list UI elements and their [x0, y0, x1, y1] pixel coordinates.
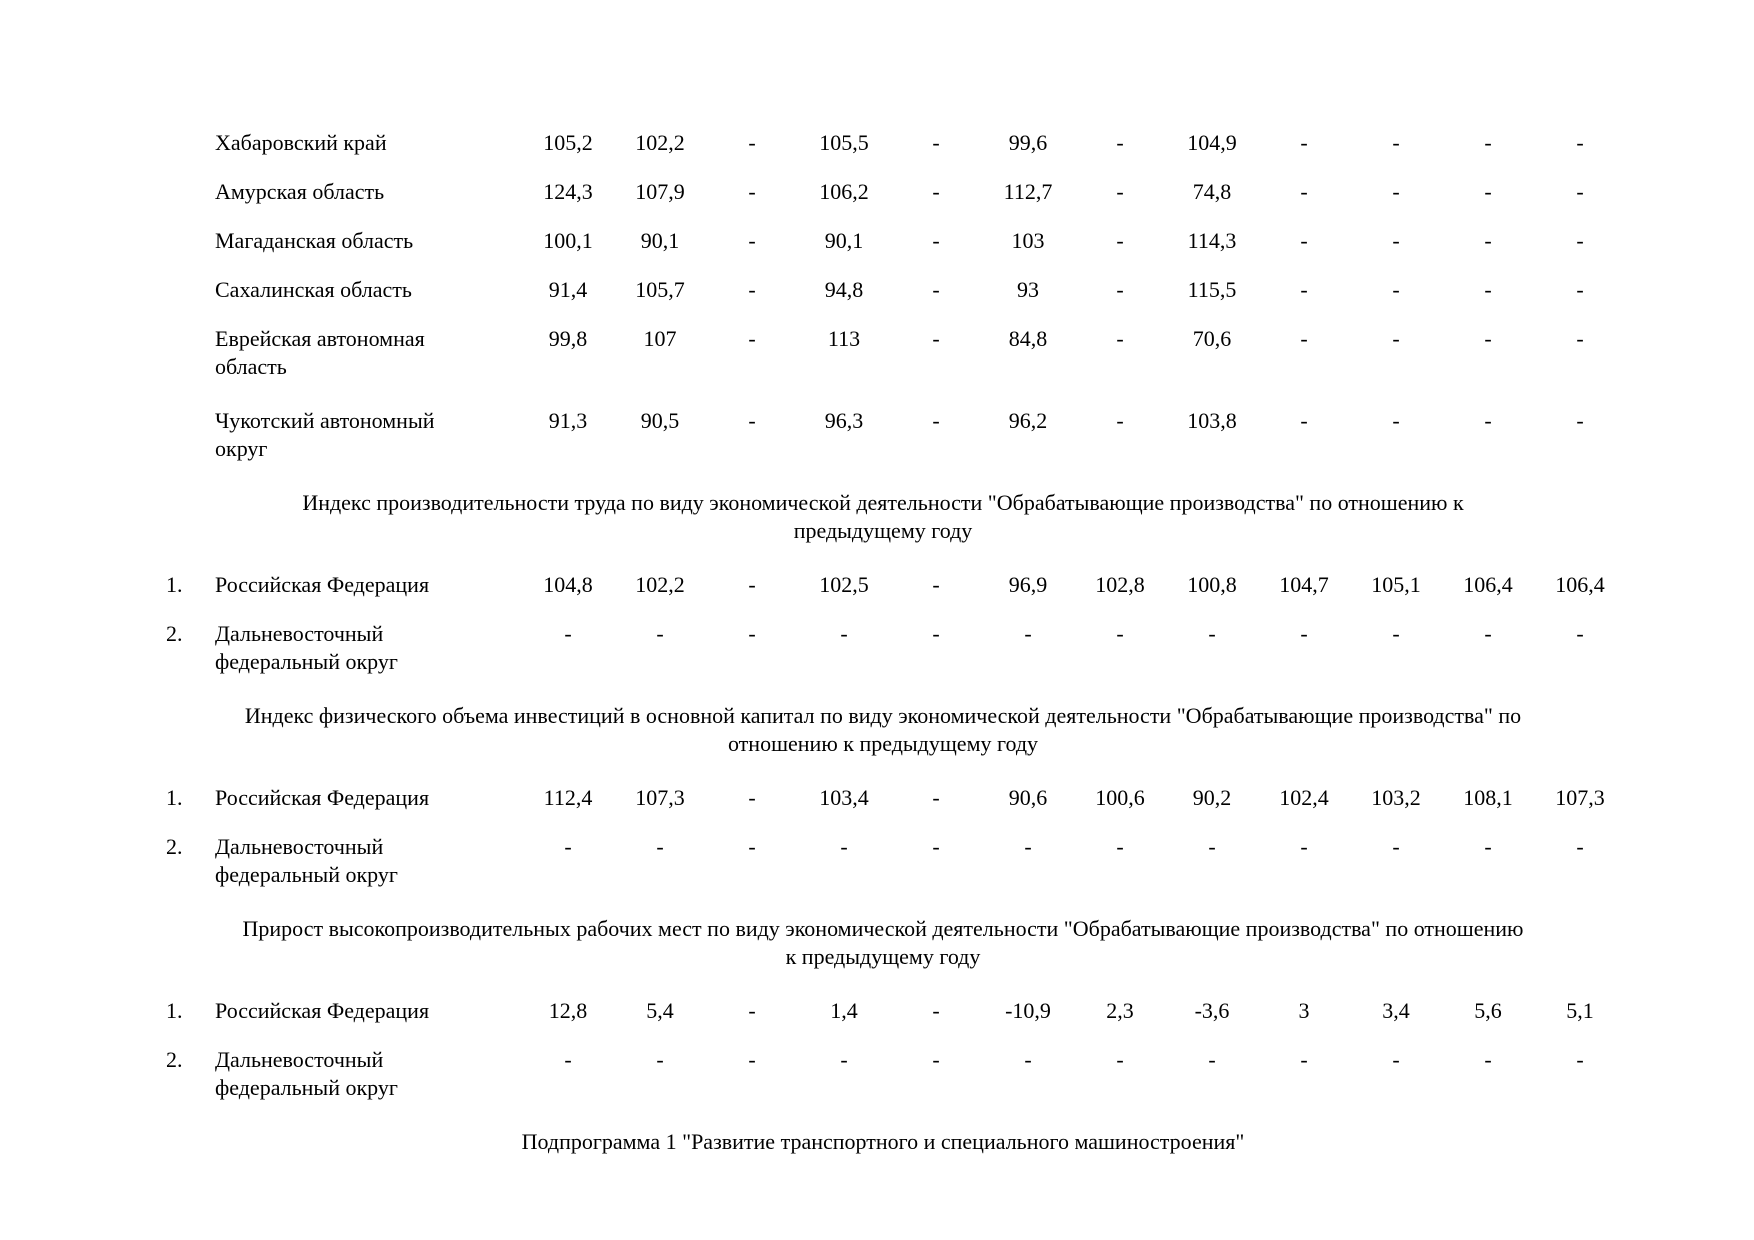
value-cell: -: [1392, 179, 1400, 204]
value-cell: -: [932, 834, 940, 859]
value-cell: -: [1116, 179, 1124, 204]
value-cell: -: [656, 834, 664, 859]
value-cell: -: [748, 998, 756, 1023]
value-cell: -: [1484, 326, 1492, 351]
row-name: Дальневосточный федеральный округ: [215, 621, 398, 674]
value-cell: -: [748, 572, 756, 597]
row-number: 1.: [166, 998, 183, 1023]
value-cell: -: [1300, 130, 1308, 155]
value-cell: -: [1300, 621, 1308, 646]
row-name: Амурская область: [215, 179, 385, 204]
value-cell: -: [1484, 130, 1492, 155]
value-cell: 5,6: [1474, 998, 1502, 1023]
value-cell: -: [932, 1047, 940, 1072]
value-cell: -: [1576, 408, 1584, 433]
value-cell: 96,3: [824, 408, 864, 433]
table-continuation: [140, 129, 1626, 1182]
value-cell: 100,6: [1095, 785, 1145, 810]
value-cell: -: [932, 277, 940, 302]
value-cell: 107,3: [1555, 785, 1605, 810]
row-number: [140, 129, 215, 157]
row-name: Хабаровский край: [215, 130, 387, 155]
heading-line: Индекс физического объема инвестиций в основной капитал по виду экономической деятельности "Обрабатывающие производства" по: [244, 703, 1522, 728]
row-name: Дальневосточный федеральный округ: [215, 1047, 398, 1100]
section-heading: [140, 489, 1626, 545]
value-cell: -: [1484, 621, 1492, 646]
value-cell: 90,5: [640, 408, 680, 433]
value-cell: -: [1484, 1047, 1492, 1072]
table-row: [140, 325, 1626, 381]
row-name: Еврейская автономная область: [215, 326, 425, 379]
value-cell: -: [1024, 1047, 1032, 1072]
value-cell: 90,2: [1192, 785, 1232, 810]
value-cell: -: [1116, 326, 1124, 351]
value-cell: -: [1116, 228, 1124, 253]
value-cell: 115,5: [1187, 277, 1237, 302]
value-cell: -: [1576, 1047, 1584, 1072]
value-cell: 100,8: [1187, 572, 1237, 597]
value-cell: -: [1576, 130, 1584, 155]
value-cell: 93: [1017, 277, 1039, 302]
value-cell: -: [932, 621, 940, 646]
row-number: 2.: [166, 834, 183, 859]
value-cell: -: [1576, 834, 1584, 859]
value-cell: -: [1484, 834, 1492, 859]
value-cell: -: [1392, 130, 1400, 155]
value-cell: 105,1: [1371, 572, 1421, 597]
value-cell: -10,9: [1005, 998, 1051, 1023]
row-name: Российская Федерация: [215, 572, 430, 597]
section-heading: [140, 915, 1626, 971]
value-cell: -: [1576, 326, 1584, 351]
value-cell: -: [1392, 326, 1400, 351]
heading-line: к предыдущему году: [785, 944, 981, 969]
table-row: [140, 407, 1626, 463]
value-cell: -: [1484, 179, 1492, 204]
value-cell: 102,2: [635, 130, 685, 155]
table-row: [140, 833, 1626, 889]
value-cell: -: [1116, 834, 1124, 859]
value-cell: -: [1300, 834, 1308, 859]
value-cell: -: [840, 1047, 848, 1072]
value-cell: -: [1300, 228, 1308, 253]
value-cell: 105,5: [819, 130, 869, 155]
subprogram-title: [140, 1128, 1626, 1156]
value-cell: 104,7: [1279, 572, 1329, 597]
value-cell: 2,3: [1106, 998, 1134, 1023]
value-cell: -: [1116, 277, 1124, 302]
section-heading: [140, 702, 1626, 758]
row-name: Дальневосточный федеральный округ: [215, 834, 398, 887]
value-cell: 102,4: [1279, 785, 1329, 810]
value-cell: -: [1116, 1047, 1124, 1072]
value-cell: -: [1116, 621, 1124, 646]
value-cell: 90,1: [640, 228, 680, 253]
value-cell: -: [932, 326, 940, 351]
value-cell: 1,4: [830, 998, 858, 1023]
value-cell: -: [1484, 228, 1492, 253]
value-cell: -: [748, 408, 756, 433]
table-row: [140, 276, 1626, 304]
value-cell: 96,2: [1008, 408, 1048, 433]
value-cell: -: [748, 277, 756, 302]
value-cell: -: [656, 1047, 664, 1072]
value-cell: -: [1300, 326, 1308, 351]
value-cell: -: [1208, 1047, 1216, 1072]
value-cell: 100,1: [543, 228, 593, 253]
row-number: [140, 325, 215, 381]
value-cell: 12,8: [548, 998, 588, 1023]
value-cell: -: [932, 228, 940, 253]
value-cell: -: [1300, 179, 1308, 204]
value-cell: -: [564, 834, 572, 859]
value-cell: 102,2: [635, 572, 685, 597]
value-cell: 3: [1298, 998, 1310, 1023]
value-cell: 107,9: [635, 179, 685, 204]
table-row: [140, 178, 1626, 206]
value-cell: 5,4: [646, 998, 674, 1023]
value-cell: 104,9: [1187, 130, 1237, 155]
value-cell: -: [1300, 277, 1308, 302]
value-cell: 113: [827, 326, 861, 351]
value-cell: -: [1208, 834, 1216, 859]
value-cell: 106,4: [1555, 572, 1605, 597]
value-cell: 103: [1011, 228, 1045, 253]
heading-line: Прирост высокопроизводительных рабочих мест по виду экономической деятельности "Обрабатывающие производства" по отношению: [242, 916, 1524, 941]
row-number: 1.: [166, 785, 183, 810]
row-name: Сахалинская область: [215, 277, 412, 302]
value-cell: -: [564, 1047, 572, 1072]
value-cell: 105,7: [635, 277, 685, 302]
value-cell: -: [932, 785, 940, 810]
value-cell: 5,1: [1566, 998, 1594, 1023]
value-cell: -: [748, 326, 756, 351]
value-cell: -: [1392, 277, 1400, 302]
heading-line: Подпрограмма 1 "Развитие транспортного и специального машиностроения": [521, 1129, 1245, 1154]
value-cell: -: [1392, 834, 1400, 859]
value-cell: 102,8: [1095, 572, 1145, 597]
value-cell: 90,6: [1008, 785, 1048, 810]
value-cell: -: [1392, 228, 1400, 253]
row-number: [140, 276, 215, 304]
row-name: Чукотский автономный округ: [215, 408, 435, 461]
row-number: 2.: [166, 621, 183, 646]
value-cell: -: [932, 572, 940, 597]
value-cell: 103,8: [1187, 408, 1237, 433]
value-cell: -: [1300, 1047, 1308, 1072]
heading-line: предыдущему году: [793, 518, 973, 543]
value-cell: -: [840, 834, 848, 859]
value-cell: 96,9: [1008, 572, 1048, 597]
value-cell: 99,8: [548, 326, 588, 351]
value-cell: -: [932, 998, 940, 1023]
value-cell: 104,8: [543, 572, 593, 597]
value-cell: 103,2: [1371, 785, 1421, 810]
table-row: [140, 227, 1626, 255]
value-cell: 105,2: [543, 130, 593, 155]
value-cell: -: [748, 834, 756, 859]
row-number: 2.: [166, 1047, 183, 1072]
value-cell: -: [1576, 228, 1584, 253]
value-cell: -: [1392, 621, 1400, 646]
value-cell: -: [1576, 277, 1584, 302]
table-row: [140, 997, 1626, 1025]
value-cell: -: [1208, 621, 1216, 646]
value-cell: 112,7: [1003, 179, 1053, 204]
value-cell: -: [1300, 408, 1308, 433]
value-cell: 106,2: [819, 179, 869, 204]
value-cell: -: [1484, 408, 1492, 433]
heading-line: Индекс производительности труда по виду экономической деятельности "Обрабатывающие производства" по отношению к: [302, 490, 1464, 515]
value-cell: 107: [643, 326, 677, 351]
value-cell: 99,6: [1008, 130, 1048, 155]
value-cell: 107,3: [635, 785, 685, 810]
value-cell: 106,4: [1463, 572, 1513, 597]
value-cell: 74,8: [1192, 179, 1232, 204]
value-cell: 84,8: [1008, 326, 1048, 351]
value-cell: 112,4: [543, 785, 593, 810]
row-name: Российская Федерация: [215, 998, 430, 1023]
value-cell: 114,3: [1187, 228, 1237, 253]
table-row: [140, 129, 1626, 157]
table-row: [140, 1046, 1626, 1102]
value-cell: -: [748, 785, 756, 810]
value-cell: -: [1116, 408, 1124, 433]
value-cell: 91,3: [548, 408, 588, 433]
row-number: [140, 227, 215, 255]
row-number: [140, 178, 215, 206]
value-cell: -: [1116, 130, 1124, 155]
value-cell: -: [1024, 834, 1032, 859]
value-cell: -3,6: [1194, 998, 1230, 1023]
table-row: [140, 571, 1626, 599]
value-cell: -: [748, 1047, 756, 1072]
table-row: [140, 620, 1626, 676]
table-row: [140, 784, 1626, 812]
row-number: [140, 407, 215, 463]
row-name: Российская Федерация: [215, 785, 430, 810]
value-cell: 3,4: [1382, 998, 1410, 1023]
value-cell: 90,1: [824, 228, 864, 253]
value-cell: 103,4: [819, 785, 869, 810]
value-cell: -: [748, 621, 756, 646]
value-cell: -: [1484, 277, 1492, 302]
value-cell: -: [748, 228, 756, 253]
value-cell: 102,5: [819, 572, 869, 597]
value-cell: 94,8: [824, 277, 864, 302]
value-cell: -: [932, 408, 940, 433]
value-cell: -: [1576, 621, 1584, 646]
heading-line: отношению к предыдущему году: [727, 731, 1039, 756]
value-cell: -: [564, 621, 572, 646]
value-cell: 91,4: [548, 277, 588, 302]
value-cell: -: [1576, 179, 1584, 204]
value-cell: -: [748, 179, 756, 204]
row-number: 1.: [166, 572, 183, 597]
value-cell: -: [1392, 1047, 1400, 1072]
value-cell: -: [1024, 621, 1032, 646]
value-cell: -: [1392, 408, 1400, 433]
value-cell: -: [932, 179, 940, 204]
value-cell: 70,6: [1192, 326, 1232, 351]
value-cell: -: [932, 130, 940, 155]
row-name: Магаданская область: [215, 228, 414, 253]
value-cell: -: [748, 130, 756, 155]
value-cell: 124,3: [543, 179, 593, 204]
value-cell: 108,1: [1463, 785, 1513, 810]
value-cell: -: [840, 621, 848, 646]
value-cell: -: [656, 621, 664, 646]
